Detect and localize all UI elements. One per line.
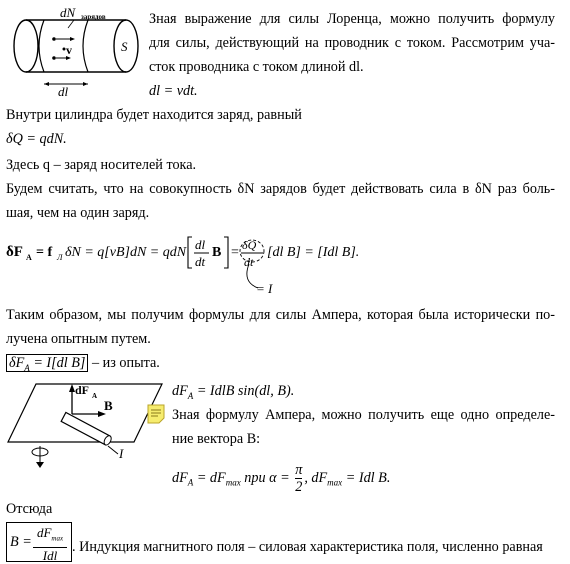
fig2-b-label: B (104, 398, 113, 413)
formula-lhs-sub: A (26, 253, 32, 262)
formula-frac-num: dl (195, 237, 206, 252)
word-otsyuda: Отсюда (6, 501, 53, 517)
eq4-fraction (295, 462, 302, 495)
equation-dq: δQ = qdN. (6, 131, 67, 147)
eq3-main: dF (172, 383, 188, 399)
formula-frac2-den: dt (244, 255, 254, 269)
eq4-c: при α = (240, 469, 294, 486)
paragraph-intro-line2: для силы, действующий на проводник с током. Рассмотрим уча- (149, 35, 555, 51)
eq4-a: dF (172, 469, 188, 486)
eq4-two: 2 (295, 479, 303, 495)
fig1-s-label: S (121, 39, 128, 54)
paragraph-induction: . Индукция магнитного поля – силовая характеристика поля, численно равная (72, 539, 543, 555)
boxed-formula-sub: A (24, 362, 30, 373)
formula-equals: = (231, 245, 239, 260)
eq3-rest: = IdlB sin(dl, B). (193, 383, 295, 399)
eq4-d: , dF (304, 469, 328, 486)
paragraph-ampere-line2: лучена опытным путем. (6, 331, 151, 347)
boxed-formula (6, 354, 88, 372)
eq4-b: = dF (193, 469, 226, 486)
boxed2-den: Idl (42, 547, 58, 563)
formula-b: B (212, 245, 222, 260)
boxed-b-formula (6, 522, 72, 562)
eq4-a-sub: A (187, 477, 194, 488)
boxed2-num-sub: max (51, 534, 64, 543)
conductor-cylinder-figure (4, 6, 144, 98)
fig2-f-label: dF (75, 383, 90, 397)
paragraph-ampere-line1: Таким образом, мы получим формулы для силы Ампера, которая была исторически по- (6, 307, 555, 323)
fig1-v-label: v (66, 43, 72, 57)
boxed-formula-tail: – из опыта. (88, 355, 160, 371)
paragraph-force-line1: Будем считать, что на совокупность δN зарядов будет действовать сила в δN раз боль- (6, 181, 555, 197)
boxed-formula-main: δF (9, 355, 25, 371)
fig1-dl-label: dl (58, 84, 69, 98)
sticky-note-icon[interactable] (147, 404, 165, 424)
boxed-formula-rest: = I[dl B] (29, 355, 86, 371)
plane-conductor-figure (6, 380, 166, 472)
formula-t1: = f (36, 245, 53, 260)
fig2-f-sub: A (92, 392, 98, 400)
equation-dfmax (172, 462, 390, 495)
formula-note: = I (256, 281, 273, 296)
formula-t1-sub: Л (57, 253, 63, 262)
paragraph-q-definition: Здесь q – заряд носителей тока. (6, 157, 197, 173)
formula-frac2-num: δQ (242, 238, 257, 252)
eq4-e: = Idl B. (342, 469, 391, 486)
equation-dl: dl = vdt. (149, 83, 198, 99)
paragraph-charge: Внутри цилиндра будет находится заряд, равный (6, 107, 302, 123)
boxed2-b: B = (10, 534, 32, 550)
fig2-i-label: I (119, 446, 124, 461)
eq4-d-sub: max (327, 477, 343, 488)
formula-t2: δN = q[vB]dN = qdN (65, 245, 187, 260)
paragraph-b-def-line2: ние вектора B: (172, 431, 261, 447)
boxed2-fraction (33, 525, 67, 564)
paragraph-b-def-line1: Зная формулу Ампера, можно получить еще одно определе- (172, 407, 555, 423)
paragraph-intro-line1: Зная выражение для силы Лоренца, можно получить формулу (149, 11, 555, 27)
paragraph-force-line2: шая, чем на один заряд. (6, 205, 150, 221)
fig1-dn-label: dN (60, 6, 76, 20)
formula-t3: [dl B] = [Idl B]. (267, 245, 360, 260)
eq4-pi: π (295, 462, 303, 478)
boxed2-num: dF (36, 525, 52, 540)
boxed2-num-wrap (33, 525, 67, 548)
eq4-b-sub: max (225, 477, 241, 488)
fig1-dn-sub: зарядов (81, 13, 106, 21)
boxed-ampere-law (6, 354, 160, 377)
ampere-derivation-formula (6, 228, 386, 298)
formula-frac-den: dt (195, 254, 206, 269)
equation-dfa (172, 382, 294, 405)
formula-lhs: δF (6, 244, 23, 260)
paragraph-intro-line3: сток проводника с током длиной dl. (149, 59, 364, 75)
eq3-sub: A (187, 390, 194, 401)
